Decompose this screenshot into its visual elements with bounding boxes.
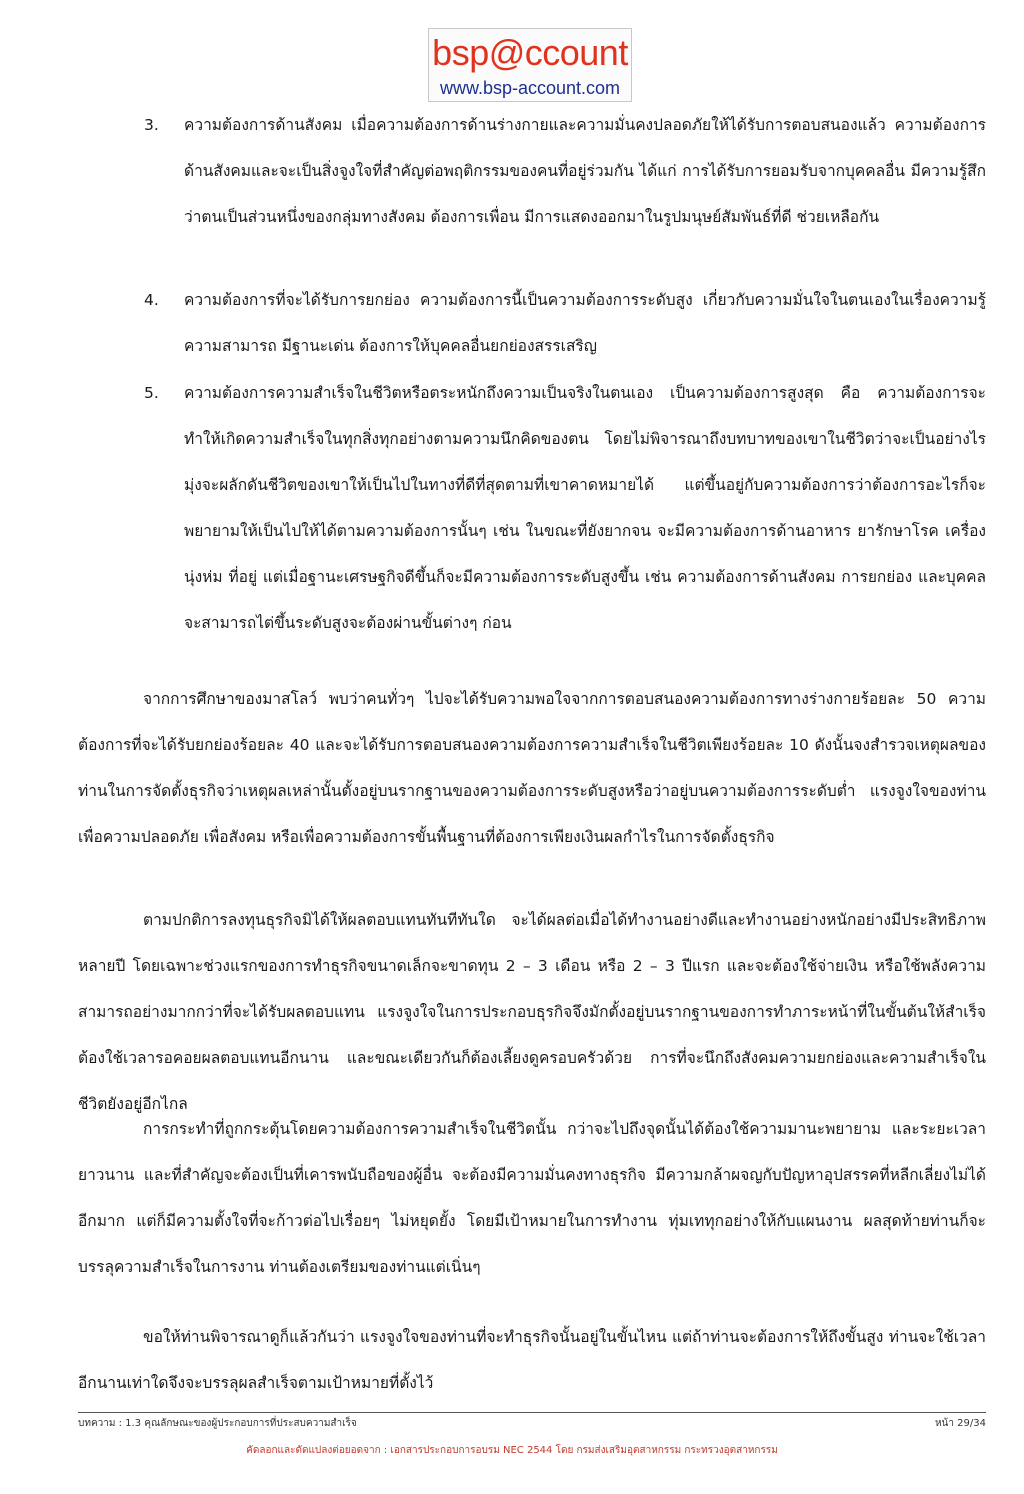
body-paragraph: จากการศึกษาของมาสโลว์ พบว่าคนทั่วๆ ไปจะได้รับความพอใจจากการตอบสนองความต้องการทางร่างกายร้อยละ 50 ความต้องการที่จะได้รับยกย่องร้อยละ 40 และจะได้รับการตอบสนองความต้องการความสำเร็จในชีวิตเพียงร้อยละ 10 ดังนั้นจงสำรวจเหตุผลของท่านในการจัดตั้งธุรกิจว่าเหตุผลเหล่านั้นตั้งอยู่บนรากฐานของความต้องการระดับสูงหรือว่าอยู่บนความต้องการระดับต่ำ แรงจูงใจของท่าน เพื่อความปลอดภัย เพื่อสังคม หรือเพื่อความต้องการขั้นพื้นฐานที่ต้องการเพียงเงินผลกำไรในการจัดตั้งธุรกิจ: [78, 690, 986, 846]
body-paragraph: ตามปกติการลงทุนธุรกิจมิได้ให้ผลตอบแทนทันทีทันใด จะได้ผลต่อเมื่อได้ทำงานอย่างดีและทำงานอย่างหนักอย่างมีประสิทธิภาพหลายปี โดยเฉพาะช่วงแรกของการทำธุรกิจขนาดเล็กจะขาดทุน 2 – 3 เดือน หรือ 2 – 3 ปีแรก และจะต้องใช้จ่ายเงิน หรือใช้พลังความสามารถอย่างมากกว่าที่จะได้รับผลตอบแทน แรงจูงใจในการประกอบธุรกิจจึงมักตั้งอยู่บนรากฐานของการทำภาระหน้าที่ในขั้นต้นให้สำเร็จ ต้องใช้เวลารอคอยผลตอบแทนอีกนาน และขณะเดียวกันก็ต้องเลี้ยงดูครอบครัวด้วย การที่จะนึกถึงสังคมความยกย่องและความสำเร็จในชีวิตยังอยู่อีกไกล: [78, 911, 986, 1113]
company-logo: [428, 28, 632, 102]
list-item-text: ความต้องการความสำเร็จในชีวิตหรือตระหนักถึงความเป็นจริงในตนเอง เป็นความต้องการสูงสุด คือ ความต้องการจะทำให้เกิดความสำเร็จในทุกสิ่งทุกอย่างตามความนึกคิดของตน โดยไม่พิจารณาถึงบทบาทของเขาในชีวิตว่าจะเป็นอย่างไร มุ่งจะผลักดันชีวิตของเขาให้เป็นไปในทางที่ดีที่สุดตามที่เขาคาดหมายได้ แต่ขึ้นอยู่กับความต้องการว่าต้องการอะไรก็จะพยายามให้เป็นไปให้ได้ตามความต้องการนั้นๆ เช่น ในขณะที่ยังยากจน จะมีความต้องการด้านอาหาร ยารักษาโรค เครื่องนุ่งห่ม ที่อยู่ แต่เมื่อฐานะเศรษฐกิจดีขึ้นก็จะมีความต้องการระดับสูงขึ้น เช่น ความต้องการด้านสังคม การยกย่อง และบุคคลจะสามารถไต่ขึ้นระดับสูงจะต้องผ่านขั้นต่างๆ ก่อน: [184, 384, 986, 632]
list-item-text: ความต้องการที่จะได้รับการยกย่อง ความต้องการนี้เป็นความต้องการระดับสูง เกี่ยวกับความมั่นใจในตนเองในเรื่องความรู้ ความสามารถ มีฐานะเด่น ต้องการให้บุคคลอื่นยกย่องสรรเสริญ: [184, 291, 986, 355]
body-paragraph: การกระทำที่ถูกกระตุ้นโดยความต้องการความสำเร็จในชีวิตนั้น กว่าจะไปถึงจุดนั้นได้ต้องใช้ความมานะพยายาม และระยะเวลายาวนาน และที่สำคัญจะต้องเป็นที่เคารพนับถือของผู้อื่น จะต้องมีความมั่นคงทางธุรกิจ มีความกล้าผจญกับปัญหาอุปสรรคที่หลีกเลี่ยงไม่ได้อีกมาก แต่ก็มีความตั้งใจที่จะก้าวต่อไปเรื่อยๆ ไม่หยุดยั้ง โดยมีเป้าหมายในการทำงาน ทุ่มเททุกอย่างให้กับแผนงาน ผลสุดท้ายท่านก็จะบรรลุความสำเร็จในการงาน ท่านต้องเตรียมของท่านแต่เนิ่นๆ: [78, 1120, 986, 1276]
footer-credit: คัดลอกและดัดแปลงต่อยอดจาก : เอกสารประกอบการอบรม NEC 2544 โดย กรมส่งเสริมอุตสาหกรรม กระทรวงอุตสาหกรรม: [246, 1445, 778, 1456]
body-paragraph: ขอให้ท่านพิจารณาดูก็แล้วกันว่า แรงจูงใจของท่านที่จะทำธุรกิจนั้นอยู่ในขั้นไหน แต่ถ้าท่านจะต้องการให้ถึงขั้นสูง ท่านจะใช้เวลาอีกนานเท่าใดจึงจะบรรลุผลสำเร็จตามเป้าหมายที่ตั้งไว้: [78, 1328, 986, 1392]
footer-page-number: หน้า 29/34: [934, 1418, 986, 1429]
logo-wordmark: bsp@ccount: [432, 32, 628, 73]
list-item-text: ความต้องการด้านสังคม เมื่อความต้องการด้านร่างกายและความมั่นคงปลอดภัยให้ได้รับการตอบสนองแล้ว ความต้องการด้านสังคมและจะเป็นสิ่งจูงใจที่สำคัญต่อพฤติกรรมของคนที่อยู่ร่วมกัน ได้แก่ การได้รับการยอมรับจากบุคคลอื่น มีความรู้สึกว่าตนเป็นส่วนหนึ่งของกลุ่มทางสังคม ต้องการเพื่อน มีการแสดงออกมาในรูปมนุษย์สัมพันธ์ที่ดี ช่วยเหลือกัน: [184, 116, 986, 226]
list-item-number: 5.: [144, 384, 159, 402]
list-item-number: 3.: [144, 116, 159, 134]
footer-divider: [78, 1412, 986, 1413]
footer-article-title: บทความ : 1.3 คุณลักษณะของผู้ประกอบการที่ประสบความสำเร็จ: [78, 1418, 357, 1429]
list-item-number: 4.: [144, 291, 159, 309]
logo-url: www.bsp-account.com: [439, 78, 621, 98]
